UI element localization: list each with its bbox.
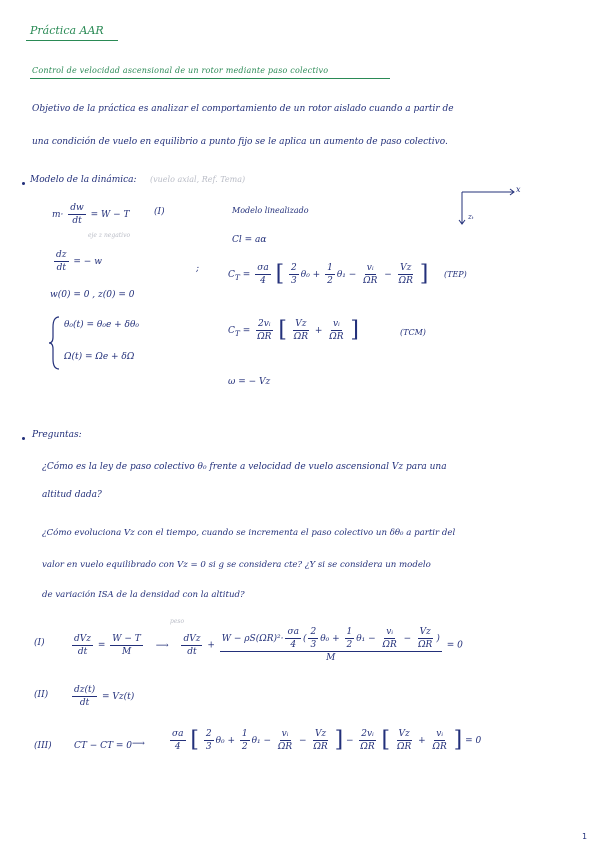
question-2-line-3: de variación ISA de la densidad con la altitud? [42,590,245,600]
axis-x-label: x [516,185,521,194]
equation-momentum [52,202,130,227]
title-underline [26,40,118,41]
tep-label: (TEP) [444,270,467,279]
question-2-line-1: ¿Cómo evoluciona Vz con el tiempo, cuando se incrementa el paso colectivo un δθ₀ a partir del [42,528,456,538]
eq1-num: dw [70,203,84,213]
objective-line-2: una condición de vuelo en equilibrio a punto fijo se le aplica un aumento de paso colectivo. [32,137,448,147]
system-tag-1: (I) [34,638,45,648]
eq2-rhs: = − w [73,257,102,267]
system-equation-2: $\frac{dz(t)}{dt}$ = Vz(t) [74,685,135,708]
questions-heading: Preguntas: [32,430,82,440]
eq1-note: eje z negativo [88,232,131,239]
tcm-label: (TCM) [400,328,426,337]
eq2-fraction [54,249,69,274]
omega-velocity: ω = − Vz [228,377,271,387]
system-tag-3: (III) [34,741,52,751]
objective-line-1: Objetivo de la práctica es analizar el comportamiento de un rotor aislado cuando a partir de [32,104,454,114]
bullet [22,182,25,185]
question-1-line-2: altitud dada? [42,490,102,500]
question-2-line-2: valor en vuelo equilibrado con Vz = 0 si g se considera cte? ¿Y si se considera un modelo [42,560,431,570]
page-title: Práctica AAR [30,24,104,37]
subtitle-underline [30,78,390,79]
initial-conditions: w(0) = 0 , z(0) = 0 [50,290,135,300]
axis-z-label: zₜ [468,213,474,221]
arrow: ⟶ [132,739,145,749]
equals-zero-1: = 0 [446,640,463,651]
model-heading: Modelo de la dinámica: [30,175,137,185]
eq1-fraction [68,202,85,227]
page-subtitle: Control de velocidad ascensional de un rotor mediante paso colectivo [32,66,329,75]
brace [48,315,62,371]
eq2-num: dz [56,250,67,260]
omega-law: Ω(t) = Ωe + δΩ [64,352,135,362]
semicolon: ; [196,264,200,274]
system-tag-2: (II) [34,690,49,700]
question-1-line-1: ¿Cómo es la ley de paso colectivo θ₀ frente a velocidad de vuelo ascensional Vz para una [42,462,447,472]
system-equation-1: $\frac{\text{dVz}}{dt}$ = $\frac{W - T}{M}$ ⟶ $\frac{\text{dVz}}{dt}$ + W − ρS(ΩR)²· $\frac{\sigma a}{4}$ ( $\frac{2}{3}$ θ₀ + $\frac{1}{2}$ θ₁ − $\frac{\text{vᵢ}}{\Omega R}$ − $\frac{Vz}{\Omega R}$ ) M = 0 [74,627,463,663]
lift-coefficient: Cl = aα [232,235,267,245]
theta-law: θ₀(t) = θ₀e + δθ₀ [64,320,139,330]
eq1-lhs: m· [52,210,64,220]
eq2-rhs-value: = Vz(t) [102,692,135,702]
eq1-tag: (I) [154,207,165,217]
thrust-coefficient-tep: $C_T$ = $\frac{\sigma a}{4}$ [ $\frac{2}{3}$ θ₀ + $\frac{1}{2}$ θ₁ − $\frac{\text{vᵢ}}{\Omega R}$ − $\frac{Vz}{\Omega R}$ ] [228,261,429,287]
eq1-den: dt [72,216,82,226]
thrust-coefficient-tcm: $C_T$ = $\frac{\text{2vᵢ}}{\Omega R}$ [ $\frac{Vz}{\Omega R}$ + $\frac{\text{vᵢ}}{\Omega R}$ ] [228,317,360,343]
eq2-den: dt [56,263,66,273]
note-peso: peso [170,618,185,625]
bullet [22,437,25,440]
eq1-rhs: = W − T [90,210,130,220]
system-equation-3-lhs: CT − CT = 0 [74,741,133,751]
linearized-heading: Modelo linealizado [232,206,309,215]
system-equation-3: $\frac{\sigma a}{4}$ [ $\frac{2}{3}$ θ₀ + $\frac{1}{2}$ θ₁ − $\frac{\text{vᵢ}}{\Omega R}$ − $\frac{Vz}{\Omega R}$ ] − $\frac{\text{2vᵢ}}{\Omega R}$ [ $\frac{Vz}{\Omega R}$ + $\frac{\text{vᵢ}}{\Omega R}$ ] = 0 [172,727,482,753]
page-number: 1 [582,832,588,841]
model-heading-note: (vuelo axial, Ref. Tema) [150,175,246,184]
equals-zero-3: = 0 [465,736,482,746]
equation-kinematic [52,249,102,274]
